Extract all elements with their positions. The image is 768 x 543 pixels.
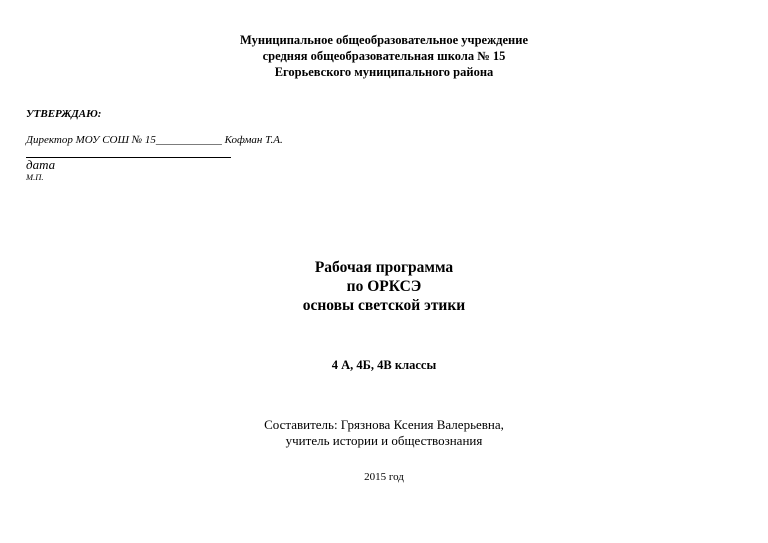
classes-line: 4 А, 4Б, 4В классы <box>331 358 437 372</box>
approval-director: Директор МОУ СОШ № 15____________ Кофман Т.А. <box>26 134 283 146</box>
approval-stamp-label: М.П. <box>26 172 44 182</box>
approval-block <box>26 107 386 182</box>
author-line-2: учитель истории и обществознания <box>285 433 483 448</box>
school-header-line-1: Муниципальное общеобразовательное учреждение <box>240 33 528 47</box>
author-line-1: Составитель: Грязнова Ксения Валерьевна, <box>264 417 504 432</box>
program-title-line-2: по ОРКСЭ <box>346 278 422 295</box>
school-header <box>0 32 768 80</box>
approval-title: УТВЕРЖДАЮ: <box>26 108 102 120</box>
author-block <box>0 417 768 449</box>
school-header-line-2: средняя общеобразовательная школа № 15 <box>262 49 506 63</box>
year-line: 2015 год <box>364 471 404 483</box>
school-header-line-3: Егорьевского муниципального района <box>274 65 494 79</box>
program-title <box>0 258 768 315</box>
program-title-line-1: Рабочая программа <box>314 259 454 276</box>
approval-date-label: дата <box>26 157 56 172</box>
program-title-line-3: основы светской этики <box>302 297 466 314</box>
